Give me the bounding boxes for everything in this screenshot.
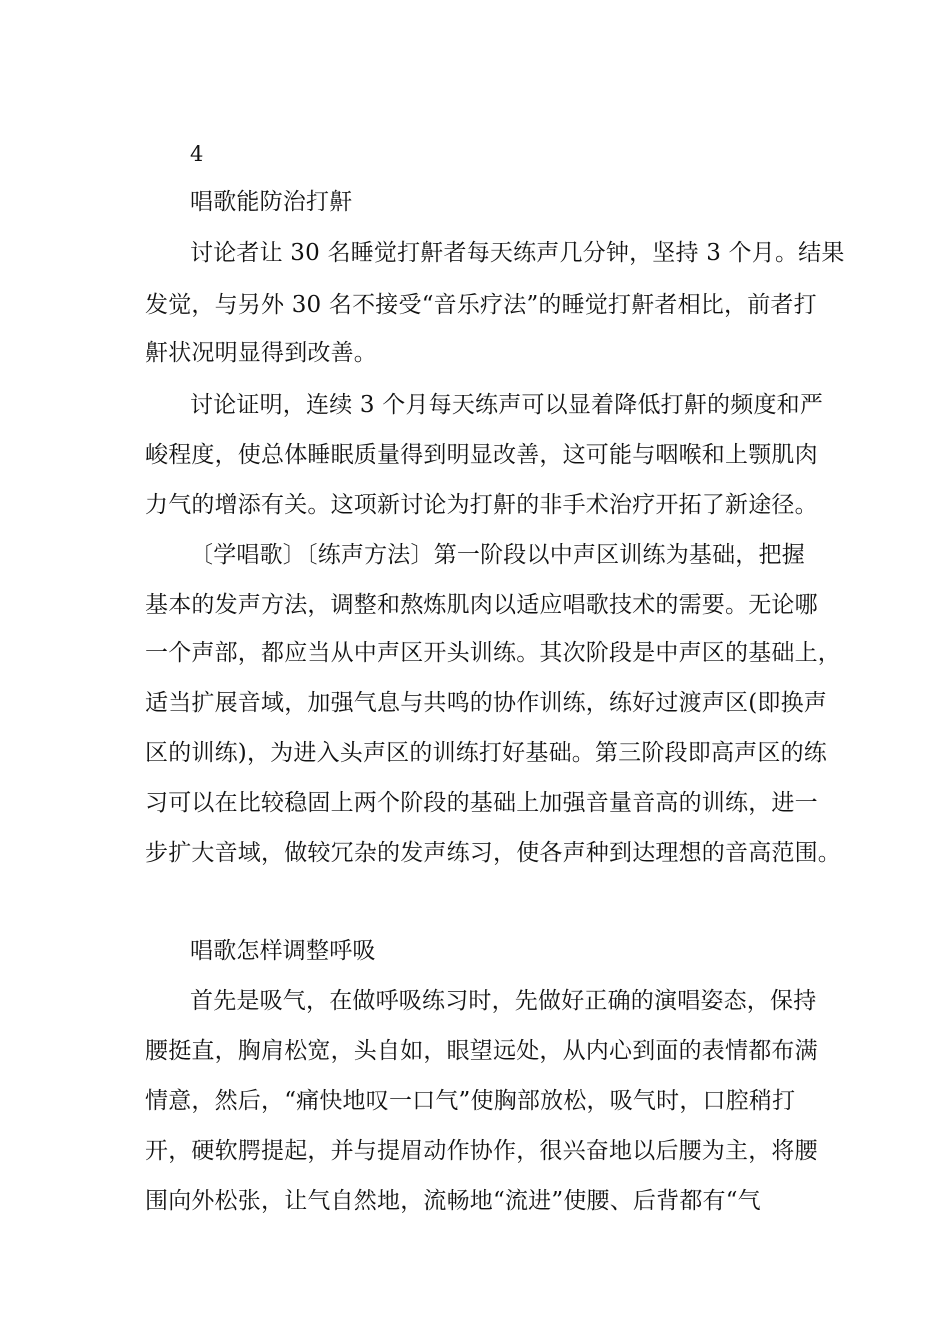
paragraph-line: 发觉，与另外 30 名不接受“音乐疗法”的睡觉打鼾者相比，前者打 <box>145 292 817 318</box>
page-number: 4 <box>190 142 204 166</box>
paragraph-line: 开，硬软腭提起，并与提眉动作协作，很兴奋地以后腰为主，将腰 <box>145 1138 818 1164</box>
paragraph-line: 〔学唱歌〕〔练声方法〕第一阶段以中声区训练为基础，把握 <box>190 542 805 568</box>
paragraph-line: 讨论者让 30 名睡觉打鼾者每天练声几分钟，坚持 3 个月。结果 <box>190 240 845 266</box>
paragraph-line: 鼾状况明显得到改善。 <box>145 340 377 366</box>
paragraph-line: 区的训练)，为进入头声区的训练打好基础。第三阶段即高声区的练 <box>145 740 827 766</box>
paragraph-line: 基本的发声方法，调整和熬炼肌肉以适应唱歌技术的需要。无论哪 <box>145 592 818 618</box>
paragraph-line: 适当扩展音域，加强气息与共鸣的协作训练，练好过渡声区(即换声 <box>145 690 827 716</box>
section-title: 唱歌怎样调整呼吸 <box>190 938 376 964</box>
paragraph-line: 讨论证明，连续 3 个月每天练声可以显着降低打鼾的频度和严 <box>190 392 824 418</box>
paragraph-line: 习可以在比较稳固上两个阶段的基础上加强音量音高的训练，进一 <box>145 790 818 816</box>
paragraph-line: 腰挺直，胸肩松宽，头自如，眼望远处，从内心到面的表情都布满 <box>145 1038 818 1064</box>
paragraph-line: 步扩大音域，做较冗杂的发声练习，使各声种到达理想的音高范围。 <box>145 840 841 866</box>
paragraph-line: 力气的增添有关。这项新讨论为打鼾的非手术治疗开拓了新途径。 <box>145 492 818 518</box>
paragraph-line: 围向外松张，让气自然地，流畅地“流进”使腰、后背都有“气 <box>145 1188 761 1214</box>
paragraph-line: 峻程度，使总体睡眠质量得到明显改善，这可能与咽喉和上颚肌肉 <box>145 442 818 468</box>
paragraph-line: 一个声部，都应当从中声区开头训练。其次阶段是中声区的基础上， <box>145 640 841 666</box>
paragraph-line: 首先是吸气，在做呼吸练习时，先做好正确的演唱姿态，保持 <box>190 988 817 1014</box>
section-title: 唱歌能防治打鼾 <box>190 189 353 215</box>
paragraph-line: 情意，然后，“痛快地叹一口气”使胸部放松，吸气时，口腔稍打 <box>145 1088 796 1114</box>
